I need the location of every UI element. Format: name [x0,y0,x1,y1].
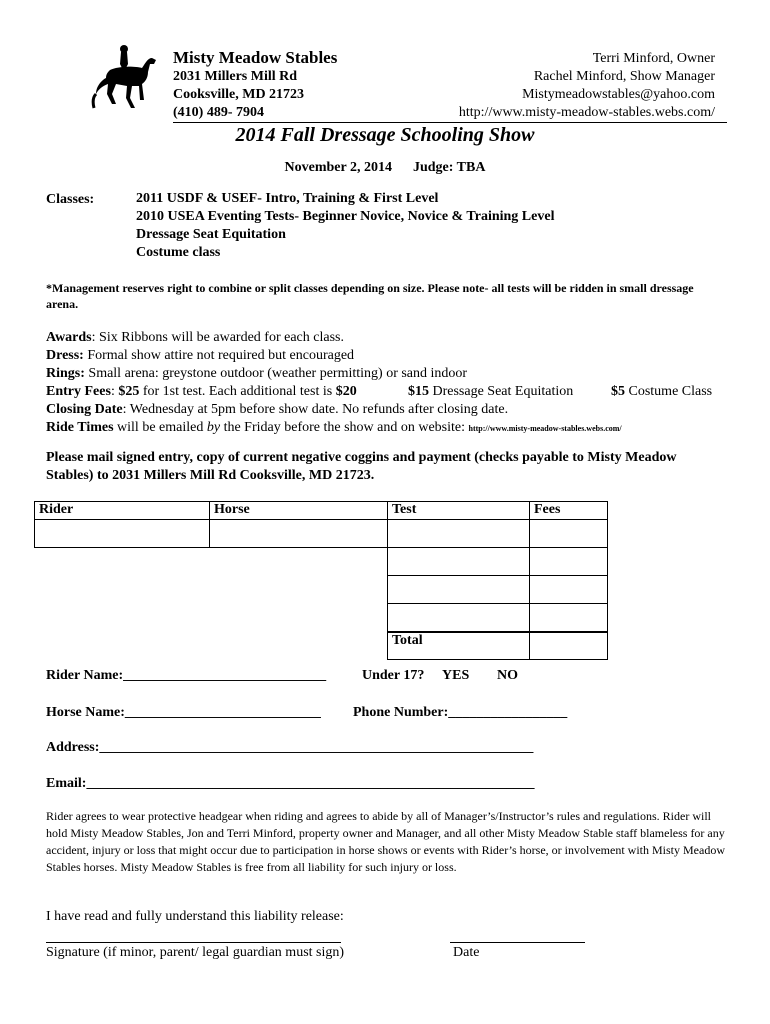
under17-yes[interactable]: YES [442,668,470,683]
dress-label: Dress: [46,348,84,363]
total-row [35,632,608,660]
judge: Judge: TBA [412,160,486,175]
fees-text: for 1st test. Each additional test is [139,384,336,399]
rings-text: Small arena: greystone outdoor (weather permitting) or sand indoor [84,366,468,381]
contact-email[interactable]: Mistymeadowstables@yahoo.com [522,87,715,102]
rings-label: Rings: [46,366,85,381]
ride-times-text2: the Friday before the show and on website: [220,420,469,435]
date-line[interactable] [450,942,585,943]
fees-label: Entry Fees [46,384,111,399]
rider-name-field[interactable]: Rider Name:_____________________________ [46,668,327,683]
stable-address-line2: Cooksville, MD 21723 [173,87,305,102]
awards-row [46,329,736,347]
test-cell[interactable] [388,520,530,548]
total-label: Total [388,632,530,660]
entry-table [34,501,608,660]
fee-cell[interactable] [530,604,608,632]
classes-list [136,190,554,262]
closing-label: Closing Date [46,402,123,417]
stable-address-line1: 2031 Millers Mill Rd [173,69,298,84]
header-divider [173,122,727,123]
ride-times-label: Ride Times [46,420,114,435]
ride-times-url[interactable]: http://www.misty-meadow-stables.webs.com/ [468,424,622,433]
show-info [46,329,736,437]
ride-times-row [46,419,736,437]
awards-label: Awards [46,330,92,345]
header-test: Test [388,502,530,520]
entry-table-header [35,502,608,520]
ride-times-by: by [206,420,221,435]
acknowledgement: I have read and fully understand this liability release: [46,909,344,924]
rider-cell[interactable] [35,520,210,548]
phone-number-field[interactable]: Phone Number:_________________ [353,705,568,720]
address-field[interactable]: Address:______________________________________________________________ [46,740,534,755]
signature-line[interactable] [46,942,341,943]
rings-row [46,365,736,383]
table-row [35,576,608,604]
date-judge-line [0,160,770,176]
test-cell[interactable] [388,604,530,632]
header-rider: Rider [35,502,210,520]
liability-release: Rider agrees to wear protective headgear when riding and agrees to abide by all of Manager’s/Instructor’s rules and regulations. Rider will hold Misty Meadow Stables, Jon and Terri Minford, property owner and Manager, and all other Misty Meadow Stable staff blameless for any accident, injury or loss that might occur due to participation in horse shows or events with Rider’s horse, or involvement with Misty Meadow Stables horses. Misty Meadow Stables is free from all liability for such injury or loss. [46,809,725,874]
fees-colon: : [110,384,119,399]
header-horse: Horse [210,502,388,520]
under17-no[interactable]: NO [497,668,518,683]
seat-eq-price: $15 [408,384,429,399]
table-row [35,604,608,632]
show-title: 2014 Fall Dressage Schooling Show [235,124,535,146]
owner-line: Terri Minford, Owner [592,51,715,66]
entry-fees-row [46,383,736,401]
class-item: Dressage Seat Equitation [136,227,286,242]
awards-text: : Six Ribbons will be awarded for each class. [91,330,344,345]
fees-first-price: $25 [118,384,140,399]
stable-contact [173,48,337,122]
header-fees: Fees [530,502,608,520]
test-cell[interactable] [388,576,530,604]
costume-price: $5 [611,384,625,399]
class-item: 2010 USEA Eventing Tests- Beginner Novice, Novice & Training Level [136,209,555,224]
management-note: *Management reserves right to combine or split classes depending on size. Please note- all tests will be ridden in small dressage arena. [46,281,694,311]
total-fee-cell[interactable] [530,632,608,660]
ride-times-text: will be emailed [113,420,207,435]
stable-name: Misty Meadow Stables [173,48,338,67]
stable-phone: (410) 489- 7904 [173,105,264,120]
dress-row [46,347,736,365]
table-row [35,548,608,576]
under17-label: Under 17? [362,668,425,683]
fee-cell[interactable] [530,520,608,548]
fees-additional-price: $20 [335,384,357,399]
manager-line: Rachel Minford, Show Manager [533,69,715,84]
date-label: Date [453,945,480,960]
closing-text: : Wednesday at 5pm before show date. No refunds after closing date. [122,402,509,417]
website-link[interactable]: http://www.misty-meadow-stables.webs.com/ [458,105,715,120]
horse-cell[interactable] [210,520,388,548]
horse-rider-logo [90,42,162,114]
seat-eq-text: Dressage Seat Equitation [429,384,574,399]
fee-cell[interactable] [530,548,608,576]
horse-name-field[interactable]: Horse Name:____________________________ [46,705,321,720]
fee-cell[interactable] [530,576,608,604]
test-cell[interactable] [388,548,530,576]
closing-row [46,401,736,419]
show-date: November 2, 2014 [284,160,392,175]
email-field[interactable]: Email:________________________________________________________________ [46,776,535,791]
class-item: Costume class [136,245,221,260]
class-item: 2011 USDF & USEF- Intro, Training & First Level [136,191,439,206]
dress-text: Formal show attire not required but encouraged [83,348,355,363]
mail-instructions: Please mail signed entry, copy of current negative coggins and payment (checks payable to Misty Meadow Stables) to 2031 Millers Mill Rd Cooksville, MD 21723. [46,450,677,483]
costume-text: Costume Class [625,384,713,399]
classes-label: Classes: [46,192,95,207]
staff-contact [459,50,715,122]
signature-label: Signature (if minor, parent/ legal guardian must sign) [46,945,345,960]
table-row [35,520,608,548]
